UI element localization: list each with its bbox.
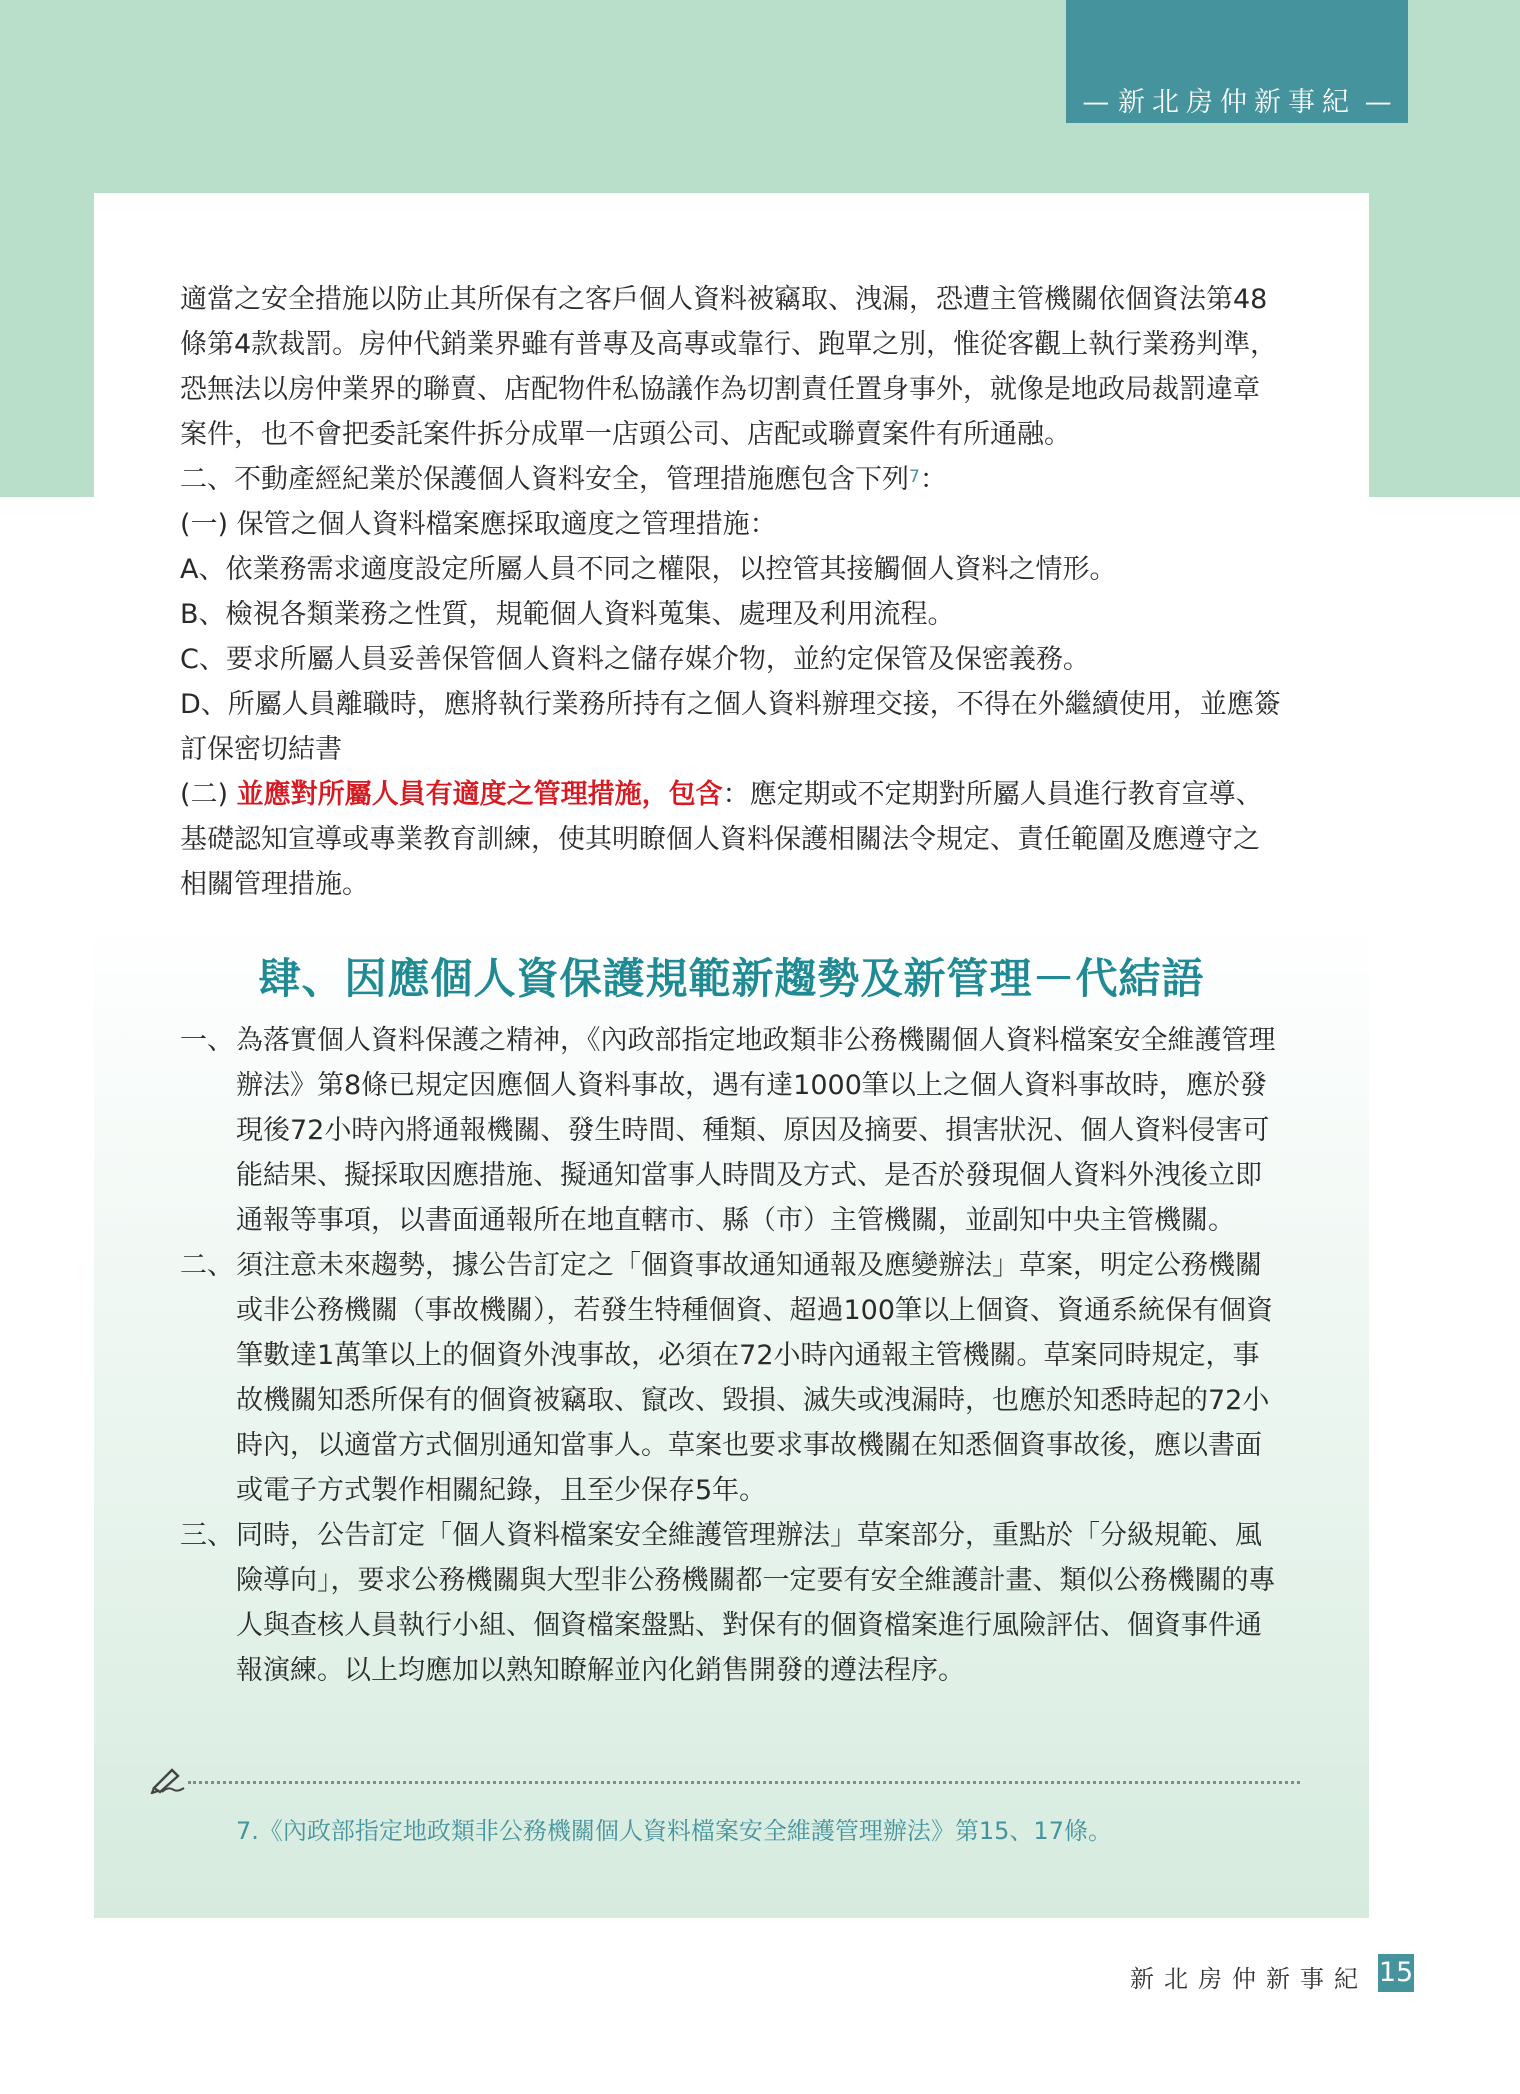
paragraph-c: C、要求所屬人員妥善保管個人資料之儲存媒介物，並約定保管及保密義務。 [180,644,1090,675]
list-item-text: 同時，公告訂定「個人資料檔案安全維護管理辦法」草案部分，重點於「分級規範、風險導向」，要求公務機關與大型非公務機關都一定要有安全維護計畫、類似公務機關的專人與查核人員執行小組、個資檔案盤點、對保有的個資檔案進行風險評估、個資事件通報演練。以上均應加以熟知瞭解並內化銷售開發的遵法程序。 [236,1520,1276,1686]
footnote-separator [150,1764,1300,1794]
list-item-number: 三、 [180,1520,234,1551]
page-number: 15 [1378,1954,1414,1992]
list-item [180,1513,1282,1693]
list-item [180,1243,1282,1513]
list-item-number: 一、 [180,1025,234,1056]
conclusion-list [180,1018,1282,1693]
paragraph-3: (一) 保管之個人資料檔案應採取適度之管理措施： [180,509,777,540]
footer-title: 新北房仲新事紀 [1130,1965,1368,1993]
dotted-line [188,1781,1300,1784]
list-item-text: 為落實個人資料保護之精神，《內政部指定地政類非公務機關個人資料檔案安全維護管理辦法》第8條已規定因應個人資料事故，遇有達1000筆以上之個人資料事故時，應於發現後72小時內將通報機關、發生時間、種類、原因及摘要、損害狀況、個人資料侵害可能結果、擬採取因應措施、擬通知當事人時間及方式、是否於發現個人資料外洩後立即通報等事項，以書面通報所在地直轄市、縣（市）主管機關，並副知中央主管機關。 [236,1025,1276,1236]
paragraph-a: A、依業務需求適度設定所屬人員不同之權限，以控管其接觸個人資料之情形。 [180,554,1117,585]
paragraph-b: B、檢視各類業務之性質，規範個人資料蒐集、處理及利用流程。 [180,599,955,630]
paragraph-2: 二、不動產經紀業於保護個人資料安全，管理措施應包含下列$^7$： [180,464,947,495]
pen-writing-icon [150,1764,186,1794]
section-heading: 肆、因應個人資保護規範新趨勢及新管理－代結語 [258,954,1205,1003]
paragraph-1: 適當之安全措施以防止其所保有之客戶個人資料被竊取、洩漏，恐遭主管機關依個資法第48條第4款裁罰。房仲代銷業界雖有普專及高專或靠行、跑單之別，惟從客觀上執行業務判準，恐無法以房仲業界的聯賣、店配物件私協議作為切割責任置身事外，就像是地政局裁罰違章案件，也不會把委託案件拆分成單一店頭公司、店配或聯賣案件有所通融。 [180,284,1278,450]
paragraph-d: D、所屬人員離職時，應將執行業務所持有之個人資料辦理交接，不得在外繼續使用，並應簽訂保密切結書 [180,689,1281,765]
footnote: 7.《內政部指定地政類非公務機關個人資料檔案安全維護管理辦法》第15、17條。 [236,1817,1112,1845]
body-paragraphs [180,277,1282,907]
list-item-text: 須注意未來趨勢，據公告訂定之「個資事故通知通報及應變辦法」草案，明定公務機關或非公務機關（事故機關），若發生特種個資、超過100筆以上個資、資通系統保有個資筆數達1萬筆以上的個資外洩事故，必須在72小時內通報主管機關。草案同時規定，事故機關知悉所保有的個資被竊取、竄改、毀損、滅失或洩漏時，也應於知悉時起的72小時內，以適當方式個別通知當事人。草案也要求事故機關在知悉個資事故後，應以書面或電子方式製作相關紀錄，且至少保存5年。 [236,1250,1274,1506]
highlight-text: 並應對所屬人員有適度之管理措施，包含 [236,779,723,810]
header-title: — 新北房仲新事紀 — [1082,87,1392,118]
footnote-ref[interactable]: 7 [909,467,920,487]
paragraph-4: (二) 並應對所屬人員有適度之管理措施，包含：應定期或不定期對所屬人員進行教育宣導、基礎認知宣導或專業教育訓練，使其明瞭個人資料保護相關法令規定、責任範圍及應遵守之相關管理措施。 [180,779,1263,900]
list-item-number: 二、 [180,1250,234,1281]
list-item [180,1018,1282,1243]
header-tab [1066,0,1408,123]
